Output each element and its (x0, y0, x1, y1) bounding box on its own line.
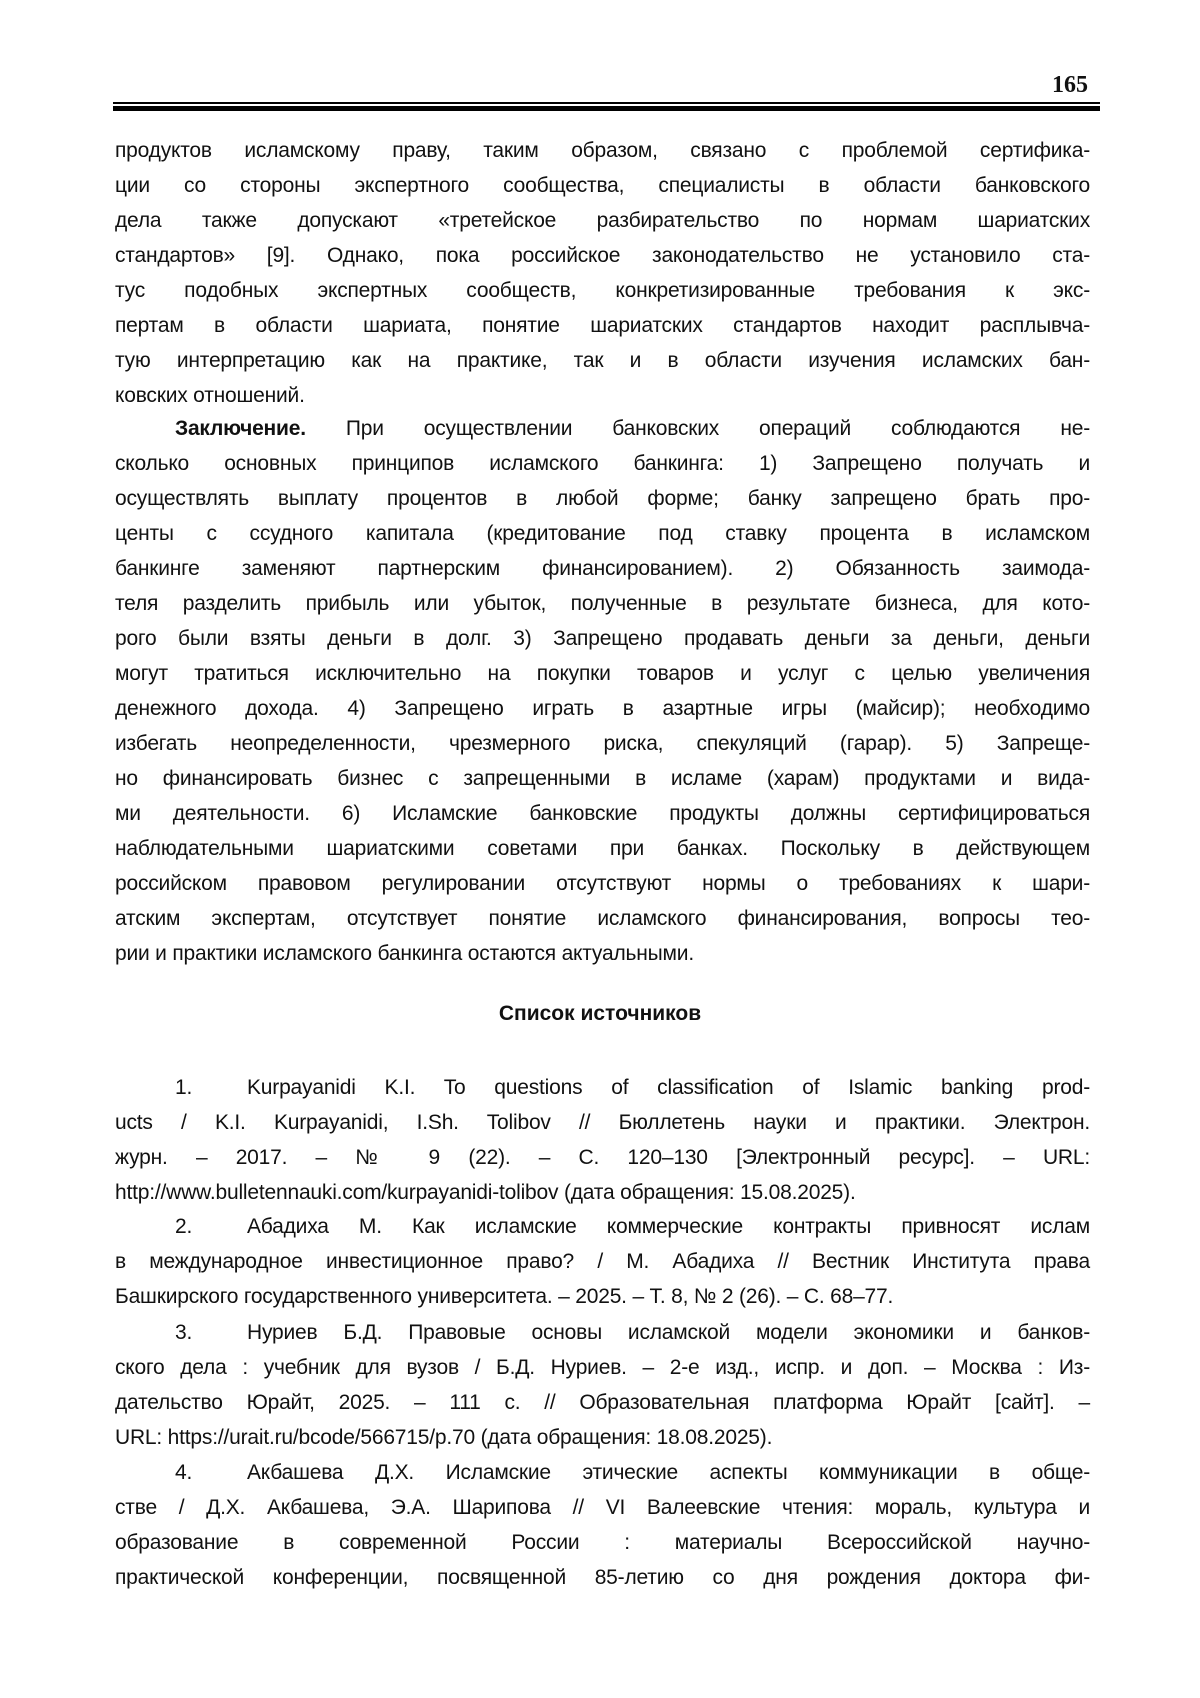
line-text: журн. – 2017. – № 9 (22). – С. 120–130 [Электронный ресурс]. – URL: (115, 1146, 1090, 1169)
line-text: Нуриев Б.Д. Правовые основы исламской модели экономики и банков- (247, 1321, 1090, 1344)
lead-bold: Заключение. (175, 417, 306, 440)
text-line (115, 273, 1090, 308)
text-line (115, 481, 1090, 516)
text-line (115, 133, 1090, 168)
reference-number: 2. (175, 1215, 193, 1238)
text-line (115, 761, 1090, 796)
line-text: теля разделить прибыль или убыток, полученные в результате бизнеса, для кото- (115, 592, 1090, 615)
line-text: банкинге заменяют партнерским финансированием). 2) Обязанность заимода- (115, 557, 1090, 580)
line-text: продуктов исламскому праву, таким образом, связано с проблемой сертифика- (115, 139, 1090, 162)
line-text: Абадиха М. Как исламские коммерческие контракты привносят ислам (247, 1215, 1090, 1238)
text-line (115, 308, 1090, 343)
reference-line (115, 1525, 1090, 1560)
page-number: 165 (1052, 72, 1088, 98)
text-line (115, 343, 1090, 378)
line-text: ми деятельности. 6) Исламские банковские продукты должны сертифицироваться (115, 802, 1090, 825)
line-text: ции со стороны экспертного сообщества, специалисты в области банковского (115, 174, 1090, 197)
text-line (115, 203, 1090, 238)
text-line (115, 238, 1090, 273)
line-text: осуществлять выплату процентов в любой форме; банку запрещено брать про- (115, 487, 1090, 510)
line-text: рии и практики исламского банкинга остаются актуальными. (115, 942, 694, 965)
line-text: тус подобных экспертных сообществ, конкретизированные требования к экс- (115, 279, 1090, 302)
text-line (115, 901, 1090, 936)
reference-line (115, 1175, 1090, 1210)
text-line (115, 586, 1090, 621)
reference-line (115, 1385, 1090, 1420)
line-text: Акбашева Д.Х. Исламские этические аспекты коммуникации в обще- (247, 1461, 1090, 1484)
line-text: практической конференции, посвященной 85-летию со дня рождения доктора фи- (115, 1566, 1090, 1589)
reference-line (115, 1244, 1090, 1279)
line-text: Башкирского государственного университета. – 2025. – Т. 8, № 2 (26). – С. 68–77. (115, 1285, 894, 1308)
line-text: дательство Юрайт, 2025. – 111 с. // Образовательная платформа Юрайт [сайт]. – (115, 1391, 1090, 1414)
reference-number: 1. (175, 1076, 193, 1099)
line-text: стандартов» [9]. Однако, пока российское законодательство не установило ста- (115, 244, 1090, 267)
text-line (115, 796, 1090, 831)
text-line (115, 378, 1090, 413)
text-line (115, 936, 1090, 971)
line-text: Kurpayanidi K.I. To questions of classification of Islamic banking prod- (247, 1076, 1090, 1099)
reference-3 (115, 1315, 1090, 1455)
header-rule-thick (113, 106, 1100, 111)
text-line (115, 656, 1090, 691)
reference-line (115, 1560, 1090, 1595)
line-text: образование в современной России : материалы Всероссийской научно- (115, 1531, 1090, 1554)
references-heading: Список источников (498, 1002, 702, 1025)
text-line (115, 446, 1090, 481)
line-text: наблюдательными шариатскими советами при банках. Поскольку в действующем (115, 837, 1090, 860)
line-text: При осуществлении банковских операций соблюдаются не- (305, 417, 1090, 440)
reference-line (115, 1140, 1090, 1175)
header-rule-thin (113, 102, 1100, 104)
reference-number: 3. (175, 1321, 193, 1344)
line-text: российском правовом регулировании отсутствуют нормы о требованиях к шари- (115, 872, 1090, 895)
reference-line (115, 1070, 1090, 1105)
text-line (115, 831, 1090, 866)
line-text: тую интерпретацию как на практике, так и в области изучения исламских бан- (115, 349, 1090, 372)
line-text: рого были взяты деньги в долг. 3) Запрещено продавать деньги за деньги, деньги (115, 627, 1090, 650)
text-line (115, 726, 1090, 761)
line-text: http://www.bulletennauki.com/kurpayanidi-tolibov (дата обращения: 15.08.2025). (115, 1181, 856, 1204)
line-text: сколько основных принципов исламского банкинга: 1) Запрещено получать и (115, 452, 1090, 475)
line-text: URL: https://urait.ru/bcode/566715/p.70 (дата обращения: 18.08.2025). (115, 1426, 773, 1449)
reference-line (115, 1209, 1090, 1244)
reference-line (115, 1105, 1090, 1140)
line-text: денежного дохода. 4) Запрещено играть в азартные игры (майсир); необходимо (115, 697, 1090, 720)
text-line (115, 516, 1090, 551)
reference-line (115, 1279, 1090, 1314)
paragraph-conclusion (115, 411, 1090, 971)
text-line (115, 168, 1090, 203)
line-text: пертам в области шариата, понятие шариатских стандартов находит расплывча- (115, 314, 1090, 337)
line-text: могут тратиться исключительно на покупки товаров и услуг с целью увеличения (115, 662, 1090, 685)
paragraph-intro (115, 133, 1090, 413)
reference-line (115, 1350, 1090, 1385)
text-line (115, 691, 1090, 726)
reference-4 (115, 1455, 1090, 1595)
line-text: избегать неопределенности, чрезмерного риска, спекуляций (гарар). 5) Запреще- (115, 732, 1090, 755)
text-line (115, 411, 1090, 446)
line-text: в международное инвестиционное право? / М. Абадиха // Вестник Института права (115, 1250, 1090, 1273)
text-line (115, 621, 1090, 656)
reference-line (115, 1455, 1090, 1490)
text-line (115, 866, 1090, 901)
line-text: ковских отношений. (115, 384, 305, 407)
reference-1 (115, 1070, 1090, 1210)
line-text: но финансировать бизнес с запрещенными в исламе (харам) продуктами и вида- (115, 767, 1090, 790)
line-text: атским экспертам, отсутствует понятие исламского финансирования, вопросы тео- (115, 907, 1090, 930)
reference-line (115, 1420, 1090, 1455)
reference-number: 4. (175, 1461, 193, 1484)
reference-line (115, 1490, 1090, 1525)
reference-2 (115, 1209, 1090, 1314)
line-text: центы с ссудного капитала (кредитование под ставку процента в исламском (115, 522, 1090, 545)
line-text: стве / Д.Х. Акбашева, Э.А. Шарипова // VI Валеевские чтения: мораль, культура и (115, 1496, 1090, 1519)
line-text: ского дела : учебник для вузов / Б.Д. Нуриев. – 2-е изд., испр. и доп. – Москва : Из- (115, 1356, 1090, 1379)
text-line (115, 551, 1090, 586)
reference-line (115, 1315, 1090, 1350)
line-text: дела также допускают «третейское разбирательство по нормам шариатских (115, 209, 1090, 232)
line-text: ucts / K.I. Kurpayanidi, I.Sh. Tolibov // Бюллетень науки и практики. Электрон. (115, 1111, 1090, 1134)
